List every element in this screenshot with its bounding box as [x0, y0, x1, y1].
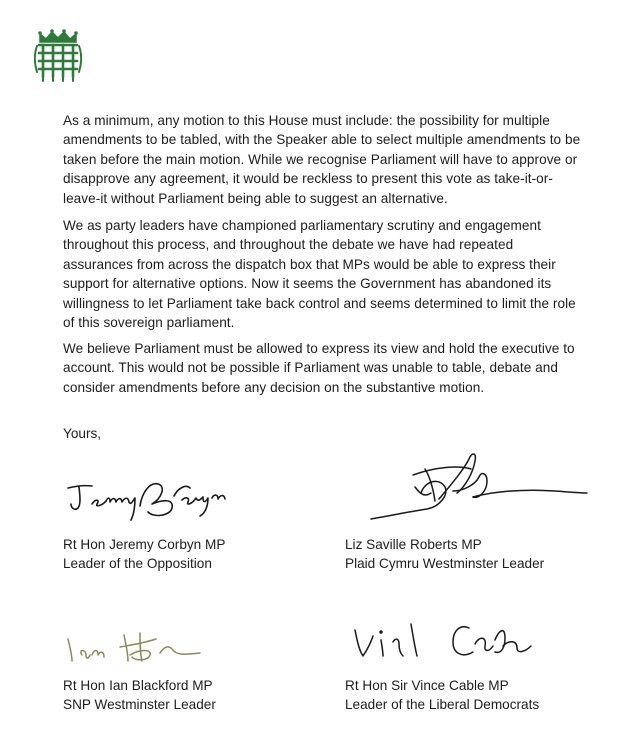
- paragraph-amendments: As a minimum, any motion to this House must include: the possibility for multiple amendments to be tabled, with the Speaker able to select multiple amendments to be taken before the main motion. While we recognise Parliament will have to approve or disapprove any agreement, it would be reckless to present this vote as take-it-or-leave-it without Parliament being able to suggest an alternative.: [63, 113, 581, 206]
- signatory-saville-roberts: [345, 535, 544, 573]
- signatory-name: Rt Hon Jeremy Corbyn MP: [63, 537, 226, 552]
- signatory-role: Leader of the Opposition: [63, 556, 212, 571]
- signatory-role: Plaid Cymru Westminster Leader: [345, 556, 545, 571]
- signatory-cable: [345, 676, 539, 714]
- paragraph-accountability: We believe Parliament must be allowed to express its view and hold the executive to account. This would not be possible if Parliament was unable to table, debate and consider amendments before any decision on the substantive motion.: [63, 341, 575, 395]
- closing-salutation: Yours,: [63, 426, 102, 441]
- paragraph-scrutiny: We as party leaders have championed parliamentary scrutiny and engagement throughout this process, and throughout the debate we have had repeated assurances from across the dispatch box that MPs would be able to express their support for alternative options. Now it seems the Government has abandoned its willingness to let Parliament take back control and seems determined to limit the role of this sovereign parliament.: [63, 218, 576, 331]
- signature-saville-roberts: [355, 447, 615, 537]
- signatory-name: Liz Saville Roberts MP: [345, 537, 482, 552]
- signature-corbyn: [62, 470, 252, 530]
- signatory-name: Rt Hon Ian Blackford MP: [63, 678, 213, 693]
- signatory-blackford: [63, 676, 216, 714]
- signatory-name: Rt Hon Sir Vince Cable MP: [345, 678, 509, 693]
- signatory-corbyn: [63, 535, 225, 573]
- signature-cable: [345, 610, 575, 675]
- signatory-role: SNP Westminster Leader: [63, 697, 216, 712]
- signatory-role: Leader of the Liberal Democrats: [345, 697, 540, 712]
- portcullis-crest-icon: [34, 28, 82, 82]
- signature-blackford: [60, 625, 230, 670]
